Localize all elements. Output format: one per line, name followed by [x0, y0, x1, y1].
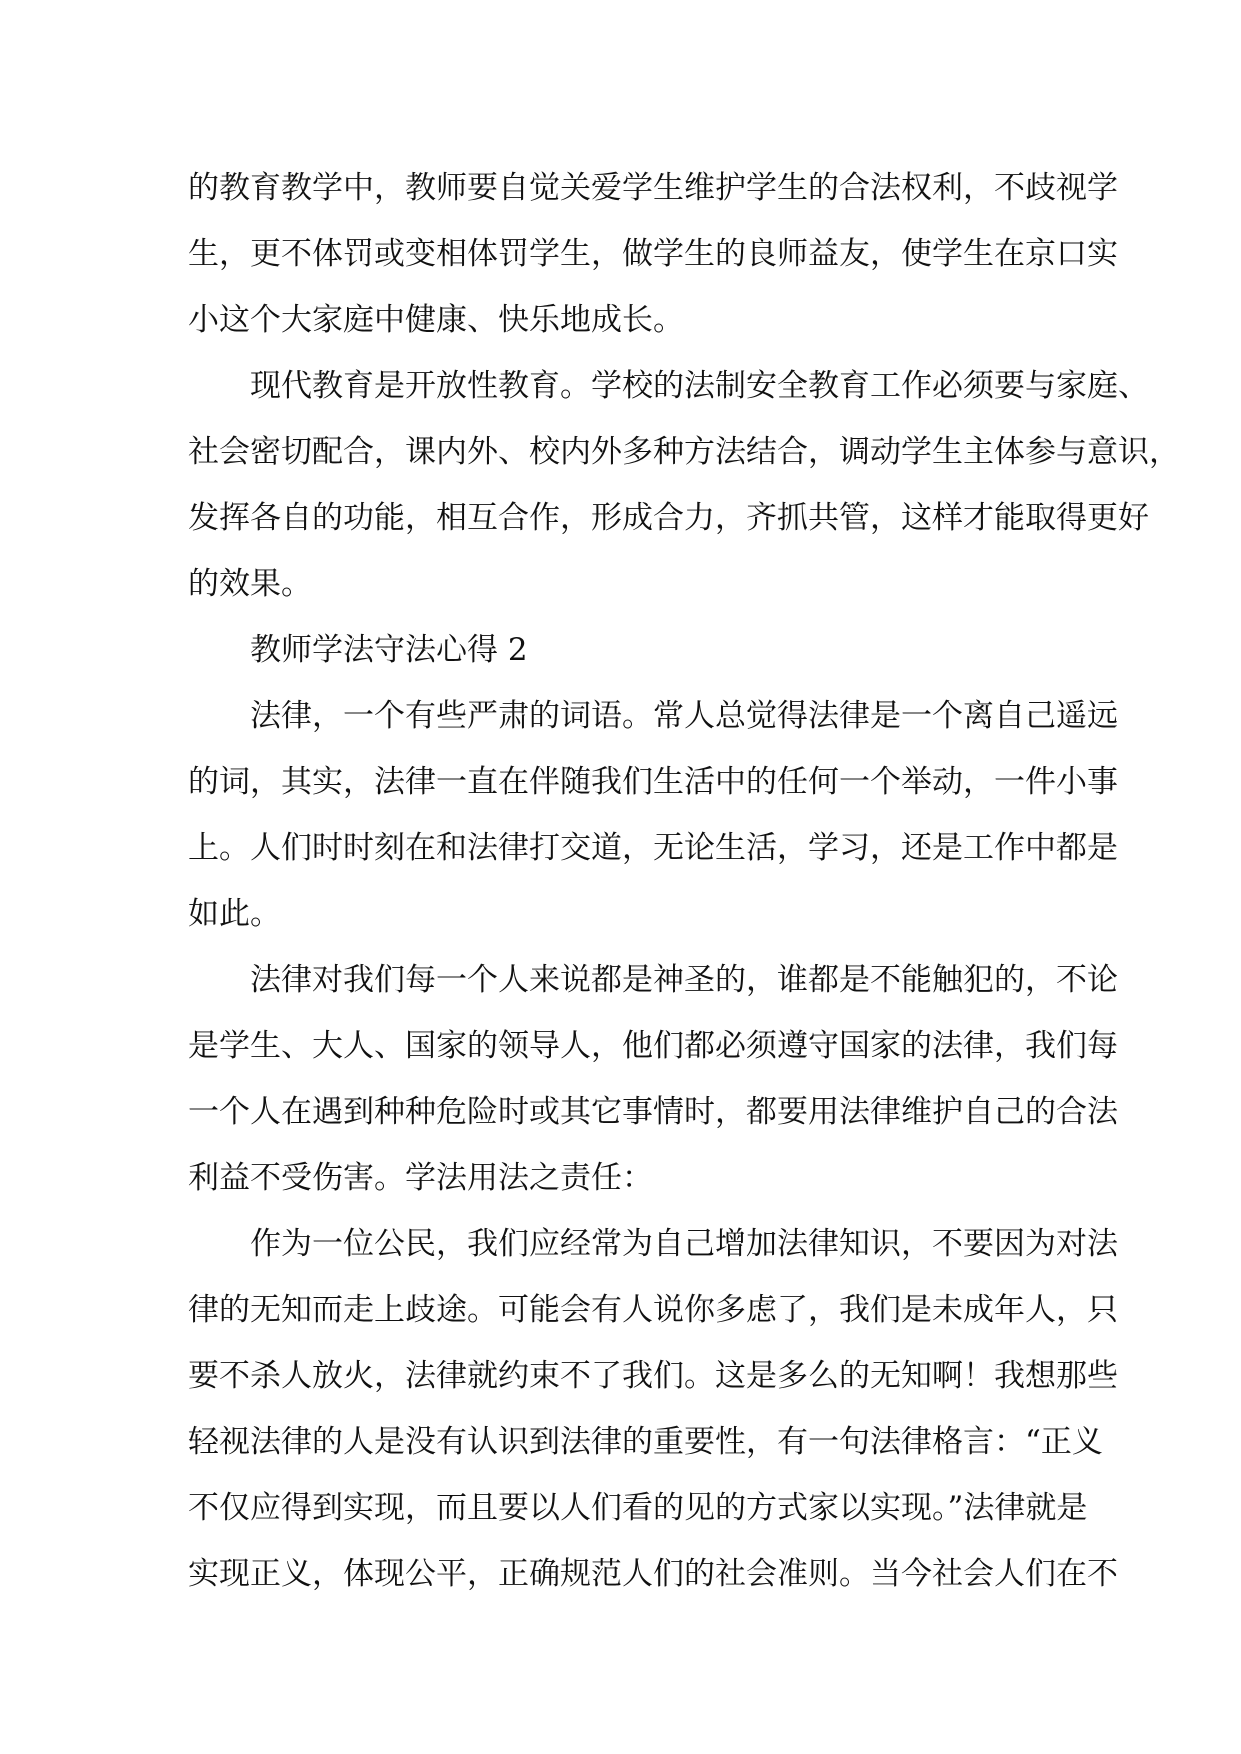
- text-line: 现代教育是开放性教育。学校的法制安全教育工作必须要与家庭、: [250, 368, 1149, 404]
- text-line: 作为一位公民，我们应经常为自己增加法律知识，不要因为对法: [250, 1226, 1118, 1262]
- text-line: 利益不受伤害。学法用法之责任：: [188, 1160, 653, 1196]
- document-body: [188, 155, 1180, 1607]
- text-line: 是学生、大人、国家的领导人，他们都必须遵守国家的法律，我们每: [188, 1028, 1118, 1064]
- text-line: 上。人们时时刻在和法律打交道，无论生活，学习，还是工作中都是: [188, 830, 1118, 866]
- text-line: 轻视法律的人是没有认识到法律的重要性，有一句法律格言：“正义: [188, 1424, 1103, 1460]
- text-line: 要不杀人放火，法律就约束不了我们。这是多么的无知啊！我想那些: [188, 1358, 1118, 1394]
- text-line: 的效果。: [188, 566, 312, 602]
- text-line: 律的无知而走上歧途。可能会有人说你多虑了，我们是未成年人，只: [188, 1292, 1118, 1328]
- text-line: 的教育教学中，教师要自觉关爱学生维护学生的合法权利，不歧视学: [188, 170, 1118, 206]
- text-line: 发挥各自的功能，相互合作，形成合力，齐抓共管，这样才能取得更好: [188, 500, 1149, 536]
- paragraph-modern-education: [188, 353, 1180, 617]
- text-line: 小这个大家庭中健康、快乐地成长。: [188, 302, 684, 338]
- text-line: 法律，一个有些严肃的词语。常人总觉得法律是一个离自己遥远: [250, 698, 1118, 734]
- paragraph-continued: [188, 155, 1118, 353]
- text-line: 一个人在遇到种种危险时或其它事情时，都要用法律维护自己的合法: [188, 1094, 1118, 1130]
- heading-text: 教师学法守法心得 2: [250, 632, 528, 668]
- text-line: 如此。: [188, 896, 281, 932]
- paragraph-law-sacred: [188, 947, 1118, 1211]
- paragraph-law-intro: [188, 683, 1118, 947]
- text-line: 社会密切配合，课内外、校内外多种方法结合，调动学生主体参与意识，: [188, 434, 1180, 470]
- text-line: 实现正义，体现公平，正确规范人们的社会准则。当今社会人们在不: [188, 1556, 1118, 1592]
- section-heading: [188, 617, 1068, 683]
- text-line: 法律对我们每一个人来说都是神圣的，谁都是不能触犯的，不论: [250, 962, 1118, 998]
- paragraph-citizen: [188, 1211, 1118, 1607]
- text-line: 不仅应得到实现，而且要以人们看的见的方式家以实现。”法律就是: [188, 1490, 1088, 1526]
- text-line: 生，更不体罚或变相体罚学生，做学生的良师益友，使学生在京口实: [188, 236, 1118, 272]
- text-line: 的词，其实，法律一直在伴随我们生活中的任何一个举动，一件小事: [188, 764, 1118, 800]
